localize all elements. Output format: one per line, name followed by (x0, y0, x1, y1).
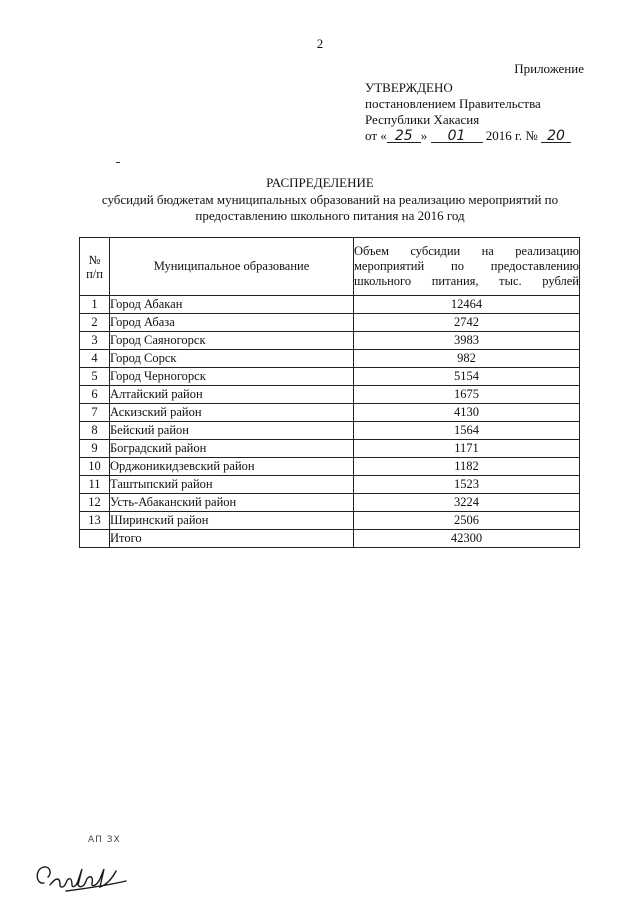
subsidy-value: 2742 (354, 314, 580, 332)
table-row (80, 458, 580, 476)
table-row (80, 494, 580, 512)
row-number: 8 (80, 422, 110, 440)
total-value: 42300 (354, 530, 580, 548)
row-number: 5 (80, 368, 110, 386)
table-row (80, 368, 580, 386)
handwritten-number: 20 (541, 130, 571, 143)
header-municipality: Муниципальное образование (110, 238, 354, 296)
table-row (80, 350, 580, 368)
municipality-name: Город Черногорск (110, 368, 354, 386)
row-number: 10 (80, 458, 110, 476)
municipality-name: Боградский район (110, 440, 354, 458)
document-subtitle (70, 192, 590, 224)
scan-mark (116, 162, 120, 163)
approval-block (365, 80, 571, 144)
subsidy-value: 5154 (354, 368, 580, 386)
signature-image (30, 855, 140, 904)
document-title: РАСПРЕДЕЛЕНИЕ (266, 175, 374, 190)
row-number: 11 (80, 476, 110, 494)
municipality-name: Ширинский район (110, 512, 354, 530)
subtitle-line2: предоставлению школьного питания на 2016 год (195, 208, 465, 223)
approval-heading: УТВЕРЖДЕНО (365, 80, 453, 95)
municipality-name: Город Сорск (110, 350, 354, 368)
table-row (80, 476, 580, 494)
table-row (80, 440, 580, 458)
page-number: 2 (316, 36, 324, 51)
subsidy-value: 1564 (354, 422, 580, 440)
quote-close: » (420, 128, 428, 143)
table-header-row (80, 238, 580, 296)
table-row (80, 404, 580, 422)
total-number-cell (80, 530, 110, 548)
approval-line2: Республики Хакасия (365, 112, 480, 127)
row-number: 3 (80, 332, 110, 350)
subsidy-value: 982 (354, 350, 580, 368)
row-number: 6 (80, 386, 110, 404)
table-total-row (80, 530, 580, 548)
table-row (80, 314, 580, 332)
municipality-name: Таштыпский район (110, 476, 354, 494)
subsidy-value: 1675 (354, 386, 580, 404)
year-text: 2016 г. № (485, 128, 538, 143)
approval-date-line (365, 128, 571, 144)
handwritten-day: 25 (387, 130, 421, 143)
footnote-code: АП ЗХ (88, 835, 121, 845)
subsidy-value: 1182 (354, 458, 580, 476)
municipality-name: Орджоникидзевский район (110, 458, 354, 476)
row-number: 13 (80, 512, 110, 530)
table-row (80, 512, 580, 530)
header-subsidy-volume: Объем субсидии на реализацию мероприятий по предоставлению школьного питания, тыс. рублей (354, 238, 580, 296)
subsidy-value: 12464 (354, 296, 580, 314)
table-row (80, 422, 580, 440)
municipality-name: Бейский район (110, 422, 354, 440)
header-number-line2: п/п (86, 266, 103, 281)
header-number (80, 238, 110, 296)
municipality-name: Город Абакан (110, 296, 354, 314)
table-row (80, 332, 580, 350)
table-row (80, 386, 580, 404)
subsidy-value: 2506 (354, 512, 580, 530)
annex-label: Приложение (514, 61, 584, 76)
municipality-name: Алтайский район (110, 386, 354, 404)
subsidy-value: 1523 (354, 476, 580, 494)
approval-line1: постановлением Правительства (365, 96, 541, 111)
municipality-name: Город Абаза (110, 314, 354, 332)
row-number: 1 (80, 296, 110, 314)
subtitle-line1: субсидий бюджетам муниципальных образований на реализацию мероприятий по (101, 192, 559, 207)
subsidy-value: 3983 (354, 332, 580, 350)
header-number-line1: № (88, 252, 101, 267)
municipality-name: Город Саяногорск (110, 332, 354, 350)
total-label: Итого (110, 530, 354, 548)
row-number: 7 (80, 404, 110, 422)
handwritten-month: 01 (431, 130, 483, 143)
subsidy-value: 1171 (354, 440, 580, 458)
distribution-table (79, 237, 580, 548)
municipality-name: Усть-Абаканский район (110, 494, 354, 512)
subsidy-value: 3224 (354, 494, 580, 512)
row-number: 2 (80, 314, 110, 332)
table-row (80, 296, 580, 314)
subsidy-value: 4130 (354, 404, 580, 422)
row-number: 9 (80, 440, 110, 458)
row-number: 4 (80, 350, 110, 368)
municipality-name: Аскизский район (110, 404, 354, 422)
row-number: 12 (80, 494, 110, 512)
date-prefix: от « (365, 128, 387, 143)
